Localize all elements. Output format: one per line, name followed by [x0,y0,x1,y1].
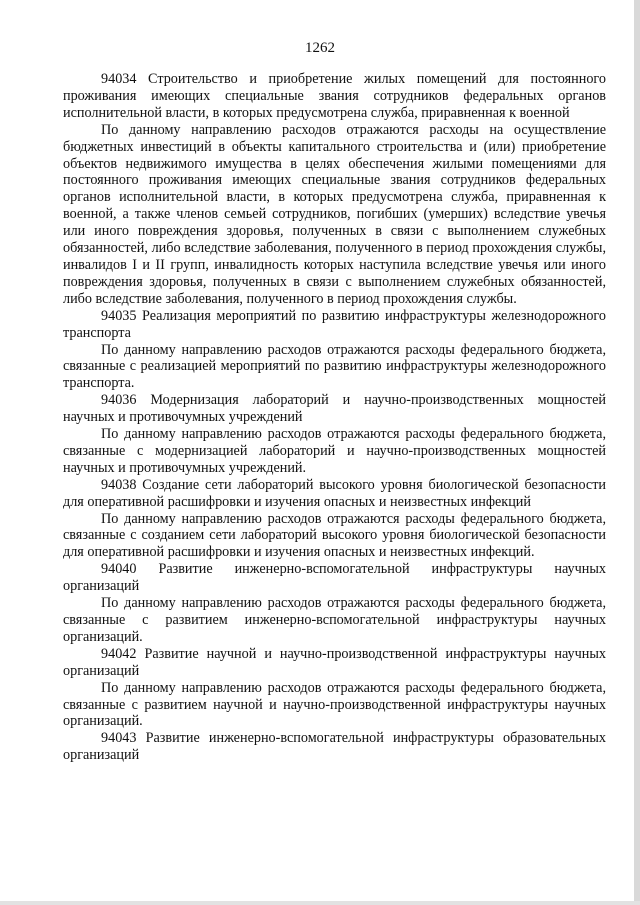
paragraph-94042-heading: 94042 Развитие научной и научно-производственной инфраструктуры научных организаций [63,645,606,679]
paragraph-94034-heading: 94034 Строительство и приобретение жилых помещений для постоянного проживания имеющих специальные звания сотрудников федеральных органов исполнительной власти, в которых предусмотрена служба, приравненная к военной [63,71,606,121]
paragraph-94038-heading: 94038 Создание сети лабораторий высокого уровня биологической безопасности для оперативной расшифровки и изучения опасных и неизвестных инфекций [63,476,606,510]
page-number: 1262 [305,40,335,56]
paragraph-94040-body: По данному направлению расходов отражаются расходы федерального бюджета, связанные с развитием инженерно-вспомогательной инфраструктуры научных организаций. [63,595,606,645]
scan-edge-right [634,0,640,905]
paragraph-94043-heading: 94043 Развитие инженерно-вспомогательной инфраструктуры образовательных организаций [63,730,606,764]
paragraph-94036-heading: 94036 Модернизация лабораторий и научно-производственных мощностей научных и противочумных учреждений [63,392,606,426]
paragraph-94040-heading: 94040 Развитие инженерно-вспомогательной инфраструктуры научных организаций [63,561,606,595]
document-body [63,71,606,764]
paragraph-94042-body: По данному направлению расходов отражаются расходы федерального бюджета, связанные с развитием научной и научно-производственной инфраструктуры научных организаций. [63,679,606,730]
paragraph-94035-body: По данному направлению расходов отражаются расходы федерального бюджета, связанные с реализацией мероприятий по развитию инфраструктуры железнодорожного транспорта. [63,341,606,392]
paragraph-94034-body: По данному направлению расходов отражаются расходы на осуществление бюджетных инвестиций в объекты капитального строительства и (или) приобретение объектов недвижимого имущества в целях обеспечения жилыми помещениями для постоянного проживания имеющих специальные звания сотрудников федеральных органов исполнительной власти, в которых предусмотрена служба, приравненная к военной, а также членов семьей сотрудников, погибших (умерших) вследствие увечья или иного повреждения здоровья, полученных в связи с выполнением служебных обязанностей, либо вследствие заболевания, полученного в период прохождения службы, инвалидов I и II групп, инвалидность которых наступила вследствие увечья или иного повреждения здоровья, полученных в связи с выполнением служебных обязанностей, либо вследствие заболевания, полученного в период прохождения службы. [63,121,606,307]
scan-edge-bottom [0,901,640,905]
paragraph-94036-body: По данному направлению расходов отражаются расходы федерального бюджета, связанные с модернизацией лабораторий и научно-производственных мощностей научных и противочумных учреждений. [63,426,606,476]
paragraph-94038-body: По данному направлению расходов отражаются расходы федерального бюджета, связанные с созданием сети лабораторий высокого уровня биологической безопасности для оперативной расшифровки и изучения опасных и неизвестных инфекций. [63,510,606,561]
paragraph-94035-heading: 94035 Реализация мероприятий по развитию инфраструктуры железнодорожного транспорта [63,307,606,341]
